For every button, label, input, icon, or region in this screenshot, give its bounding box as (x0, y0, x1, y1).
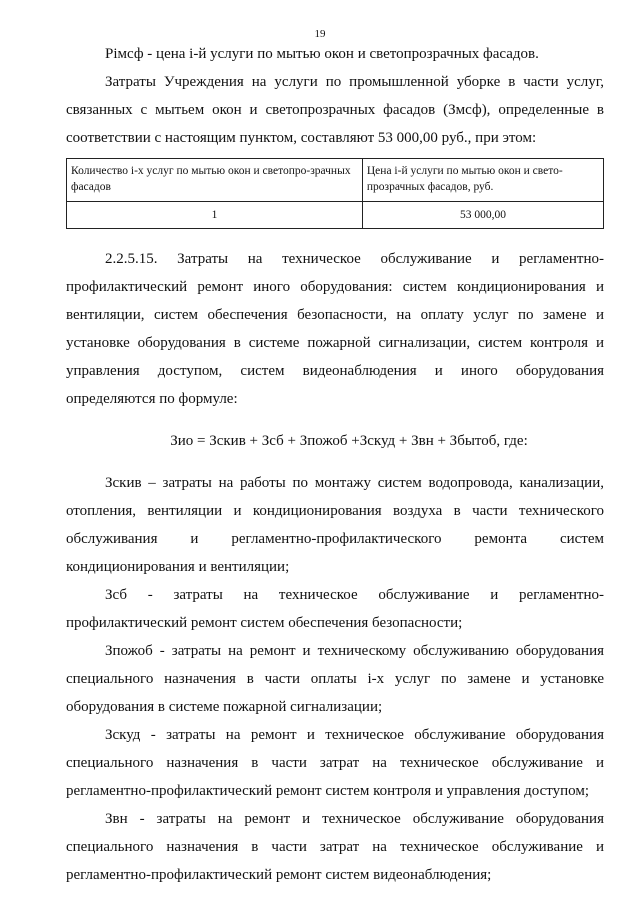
table-header-cell: Цена і-й услуги по мытью окон и свето-прозрачных фасадов, руб. (362, 159, 603, 202)
definition-zskud: Зскуд - затраты на ремонт и техническое обслуживание оборудования специального назначения в части затрат на техническое обслуживание и регламентно-профилактический ремонт систем контроля и управления доступом; (66, 727, 604, 799)
page-number: 19 (314, 28, 326, 40)
rimsf-definition: Рімсф - цена і-й услуги по мытью окон и светопрозрачных фасадов. (105, 46, 539, 62)
table-row (67, 202, 604, 229)
table-header-cell: Количество і-х услуг по мытью окон и светопро-зрачных фасадов (67, 159, 363, 202)
definition-zpozhob: Зпожоб - затраты на ремонт и техническому обслуживанию оборудования специального назначения в части оплаты і-х услуг по замене и установке оборудования в системе пожарной сигнализации; (66, 643, 604, 715)
formula: Зио = Зскив + Зсб + Зпожоб +Зскуд + Звн + Збытоб, где: (170, 433, 528, 449)
costs-paragraph: Затраты Учреждения на услуги по промышленной уборке в части услуг, связанных с мытьем окон и светопрозрачных фасадов (Змсф), определенные в соответствии с настоящим пунктом, составляют 53 000,00 руб., при этом: (66, 74, 604, 146)
section-paragraph (66, 245, 604, 413)
definition-zvn: Звн - затраты на ремонт и техническое обслуживание оборудования специального назначения в части затрат на техническое обслуживание и регламентно-профилактический ремонт систем видеонаблюдения; (66, 811, 604, 883)
costs-table (66, 158, 604, 229)
document-content (66, 40, 604, 889)
table-header-row (67, 159, 604, 202)
definition-zsb: Зсб - затраты на техническое обслуживание и регламентно-профилактический ремонт систем обеспечения безопасности; (66, 587, 604, 631)
definition-zskiv: Зскив – затраты на работы по монтажу систем водопровода, канализации, отопления, вентиляции и кондиционирования воздуха в части технического обслуживания и регламентно-профилактического ремонта систем кондиционирования и вентиляции; (66, 475, 604, 575)
section-number: 2.2.5.15. (105, 251, 158, 267)
table-cell: 53 000,00 (362, 202, 603, 229)
table-cell: 1 (67, 202, 363, 229)
section-text: Затраты на техническое обслуживание и регламентно-профилактический ремонт иного оборудования: систем кондиционирования и вентиляции, систем обеспечения безопасности, на оплату услуг по замене и установке оборудования в системе пожарной сигнализации, систем контроля и управления доступом, систем видеонаблюдения и иного оборудования определяются по формуле: (66, 251, 604, 407)
